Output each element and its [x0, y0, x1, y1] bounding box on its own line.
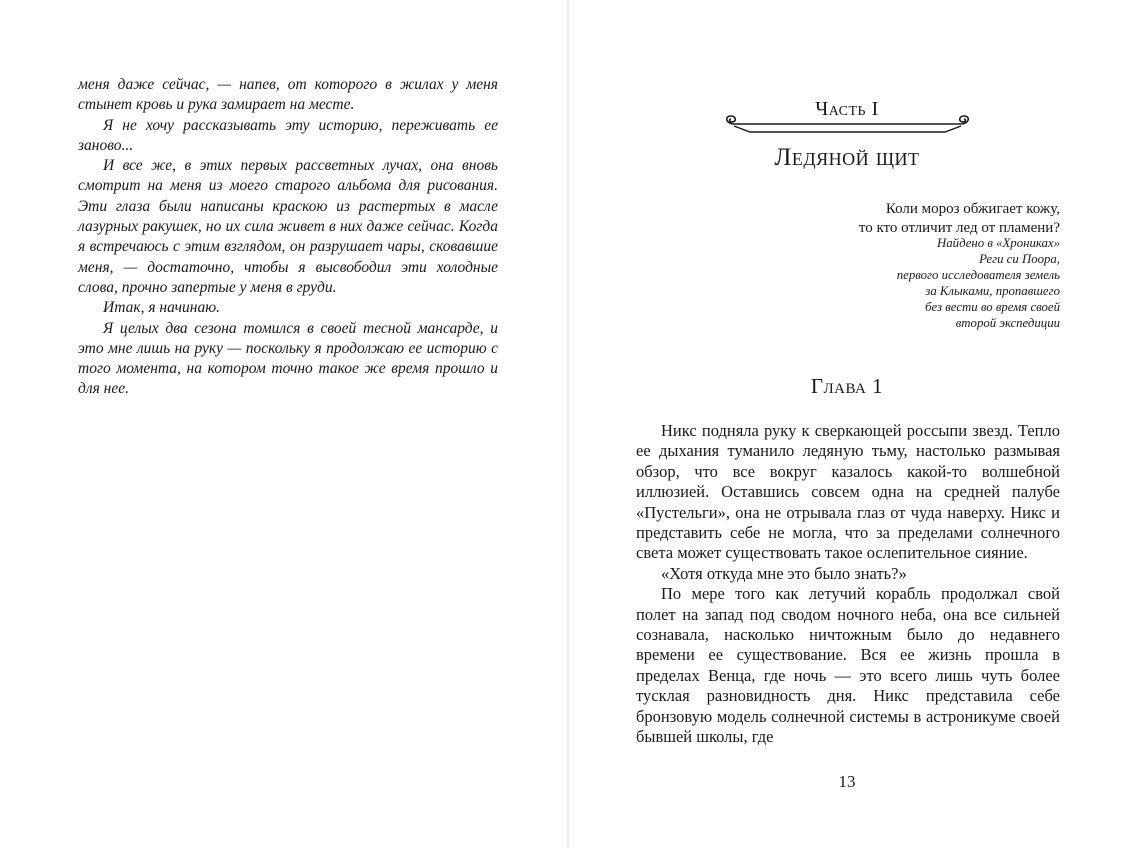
part-name: Ледяной щит	[774, 144, 920, 171]
source-line-6: второй экспедиции	[955, 316, 1060, 330]
part-ornament-divider	[720, 112, 975, 134]
right-paragraph-3: По мере того как летучий корабль продолжал свой полет на запад под сводом ночного неба, она все сильней сознавала, насколько ничтожным было до недавнего времени ее существование. Вся ее жизнь прошла в пределах Венца, где ночь — это всего лишь чуть более тусклая разновидность дня. Никс представила себе бронзовую модель солнечной системы в астроникуме своей бывшей школы, где	[636, 584, 1060, 747]
source-line-4: за Клыками, пропавшего	[925, 284, 1060, 298]
source-line-2: Реги си Поора,	[979, 252, 1060, 266]
book-gutter	[567, 0, 569, 848]
right-paragraph-2: «Хотя откуда мне это было знать?»	[661, 563, 907, 583]
part-title: Часть I	[815, 98, 879, 120]
source-line-5: без вести во время своей	[925, 300, 1060, 314]
left-paragraph-2: Я не хочу рассказывать эту историю, переживать ее заново...	[78, 116, 498, 154]
epigraph-line-1: Коли мороз обжигает кожу,	[885, 201, 1060, 217]
left-paragraph-3: И все же, в этих первых рассветных лучах, она вновь смотрит на меня из моего старого альбома для рисования. Эти глаза были написаны краскою из растертых в масле лазурных ракушек, но их сила живет в них даже сейчас. Когда я встречаюсь с этим взглядом, он разрушает чары, сковавшие меня, — достаточно, чтобы я высвободил эти холодные слова, прочно запертые у меня в груди.	[78, 157, 498, 296]
chapter-title: Глава 1	[810, 374, 884, 398]
right-paragraph-1: Никс подняла руку к сверкающей россыпи звезд. Тепло ее дыхания туманило ледяную тьму, настолько размывая обзор, что все вокруг казалось какой-то волшебной иллюзией. Оставшись совсем одна на средней палубе «Пустельги», она не отрывала глаз от чуда наверху. Никс и представить себе не могла, что за пределами солнечного света может существовать такое ослепительное сияние.	[636, 421, 1060, 563]
left-paragraph-1: меня даже сейчас, — напев, от которого в жилах у меня стынет кровь и рука замирает на месте.	[78, 76, 498, 114]
source-line-1: Найдено в «Хрониках»	[937, 236, 1060, 250]
left-page-text	[78, 75, 498, 400]
right-page-text	[636, 421, 1060, 748]
left-paragraph-5: Я целых два сезона томился в своей тесной мансарде, и это мне лишь на руку — поскольку я продолжаю ее историю с того момента, на котором точно такое же время прошло и для нее.	[78, 319, 498, 398]
epigraph-source	[820, 235, 1060, 331]
left-paragraph-4: Итак, я начинаю.	[103, 299, 221, 317]
epigraph	[760, 200, 1060, 237]
page-number: 13	[838, 772, 856, 791]
source-line-3: первого исследователя земель	[896, 268, 1060, 282]
epigraph-line-2: то кто отличит лед от пламени?	[858, 219, 1060, 236]
